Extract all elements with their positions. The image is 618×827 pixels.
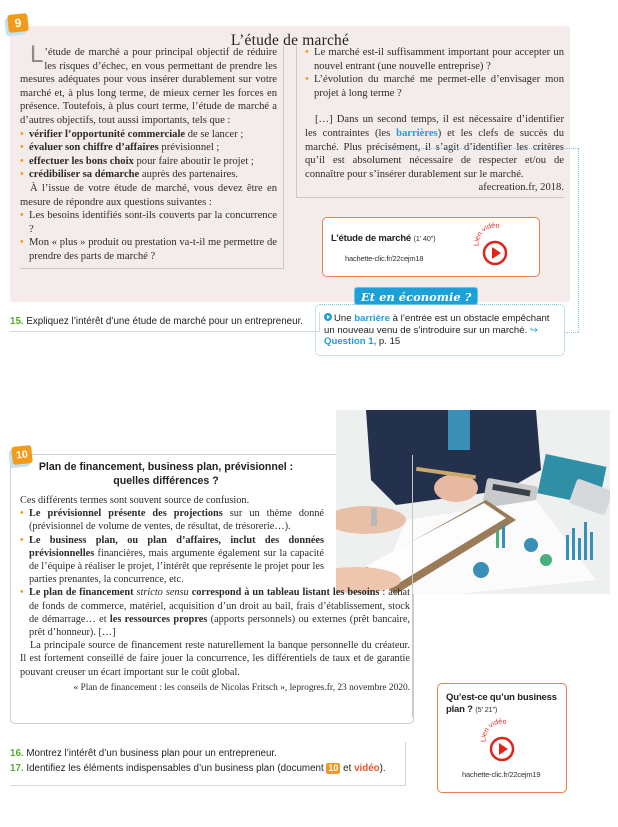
play-video-icon[interactable] — [471, 222, 519, 268]
divider — [30, 454, 336, 455]
objective-item: • crédibiliser sa démarche auprès des partenaires. — [20, 168, 277, 182]
video-title: Qu’est-ce qu’un business plan ? (5’ 21”) — [446, 692, 557, 715]
doc10-paragraph: La principale source de financement reste naturellement la banque personnelle du créateur. Il est fortement conseillé de faire jouer la concurrence, les différentiels de taux et de garantie pouvant creuser un écart important sur le coût global. — [20, 640, 410, 678]
svg-text:Lien vidéo: Lien vidéo — [473, 222, 501, 247]
doc9-right-column — [296, 46, 564, 198]
source-citation: « Plan de financement : les conseils de Nicolas Fritsch », leprogres.fr, 23 novembre 2020. — [73, 682, 410, 693]
video-url[interactable]: hachette-clic.fr/22cejm18 — [345, 254, 424, 263]
play-video-icon[interactable] — [478, 718, 526, 764]
video-url[interactable]: hachette-clic.fr/22cejm19 — [462, 770, 541, 779]
objective-item: • effectuer les bons choix pour faire aboutir le projet ; — [20, 155, 277, 169]
definition-item: • Le prévisionnel présente des projections sur un thème donné (prévisionnel de volume de ventes, de résultat, de trésorerie…). — [20, 507, 324, 533]
return-arrow-icon: ↪ — [529, 324, 538, 336]
question-item: • Les besoins identifiés sont-ils couverts par la concurrence ? — [20, 209, 277, 236]
video-link-card[interactable] — [322, 217, 540, 277]
et-en-economie-tag: Et en économie ? — [354, 287, 478, 305]
barrieres-link[interactable]: barrières — [396, 127, 438, 139]
divider — [412, 455, 413, 717]
question-reference-link[interactable]: Question 1, — [324, 336, 377, 347]
questions-16-17 — [10, 742, 406, 786]
question-15: 15. Expliquez l’intérêt d’une étude de marché pour un entrepreneur. — [10, 312, 320, 332]
arrow-bullet-icon — [324, 313, 332, 321]
dropcap: L — [30, 41, 44, 68]
video-link[interactable]: vidéo — [354, 763, 380, 774]
barriere-link[interactable]: barrière — [354, 313, 390, 324]
doc9-left-column — [20, 41, 284, 269]
connector-line — [388, 148, 578, 149]
document-reference-badge: 10 — [328, 763, 339, 773]
economie-definition: Une barrière à l’entrée est un obstacle empêchant un nouveau venu de s’introduire sur un marché. ↪ Question 1, p. 15 — [324, 313, 550, 347]
video-title: L’étude de marché (1’ 40”) — [331, 233, 436, 244]
document-title: L’étude de marché — [230, 32, 350, 49]
svg-text:Lien vidéo: Lien vidéo — [480, 718, 508, 743]
doc9-paragraph: À l’issue de votre étude de marché, vous devez être en mesure de répondre aux questions suivantes : — [20, 182, 277, 208]
economie-definition-box — [315, 304, 565, 356]
document-title: Plan de financement, business plan, prévisionnel : quelles différences ? — [38, 461, 294, 487]
definition-item: • Le business plan, ou plan d’affaires, inclut des données prévisionnelles financières, mais argumente également sur la capacité de l’équipe à réaliser le projet, l’intérêt que représente le projet pour les parties prenantes, la concurrence, etc. — [20, 534, 324, 587]
doc9-intro: L ’étude de marché a pour principal objectif de réduire les risques d’échec, en vous permettant de prendre les mesures adéquates pour vous insérer durablement sur votre marché et, à plus long terme, de mieux cerner les forces en présence. Toutefois, à plus court terme, l’étude de marché a d’autres objectifs, tout aussi importants, tels que : — [20, 41, 277, 126]
doc9-paragraph: […] Dans un second temps, il est nécessaire d’identifier les contraintes (les barrières) et les clefs de succès du marché. Plus précisément, il s’agit d’identifier les critères qu’il est absolument nécessaire de respecter et/ou de connaître pour s’insérer durablement sur le marché. — [305, 114, 564, 180]
question-item: • L’évolution du marché me permet-elle d’envisager mon projet à long terme ? — [305, 73, 564, 100]
source-citation: afecreation.fr, 2018. — [478, 182, 564, 194]
objective-item: • vérifier l’opportunité commerciale de se lancer ; — [20, 128, 277, 142]
question-item: • Le marché est-il suffisamment important pour accepter un nouvel entrant (une nouvelle entreprise) ? — [305, 46, 564, 73]
video-link-card[interactable] — [437, 683, 567, 793]
document-number-badge: 10 — [11, 445, 33, 465]
doc10-intro: Ces différents termes sont souvent source de confusion. — [20, 495, 250, 506]
objective-item: • évaluer son chiffre d’affaires prévisionnel ; — [20, 141, 277, 155]
document-number-badge: 9 — [7, 13, 29, 33]
question-item: • Mon « plus » produit ou prestation va-t-il me permettre de prendre des parts de marché ? — [20, 236, 277, 263]
doc10-body — [20, 494, 410, 695]
question-17: 17. Identifiez les éléments indispensables d’un business plan (document 10 et vidéo). — [10, 763, 386, 774]
question-16: 16. Montrez l’intérêt d’un business plan pour un entrepreneur. — [10, 748, 277, 759]
definition-item: • Le plan de financement stricto sensu correspond à un tableau listant les besoins : achat de fonds de commerce, matériel, acquisition d’un droit au bail, frais d’établissement, stock de démarrage… et les ressources propres (apports personnels) ou externes (prêt bancaire, prêt d’honneur). […] — [20, 586, 410, 639]
connector-line — [578, 148, 579, 332]
